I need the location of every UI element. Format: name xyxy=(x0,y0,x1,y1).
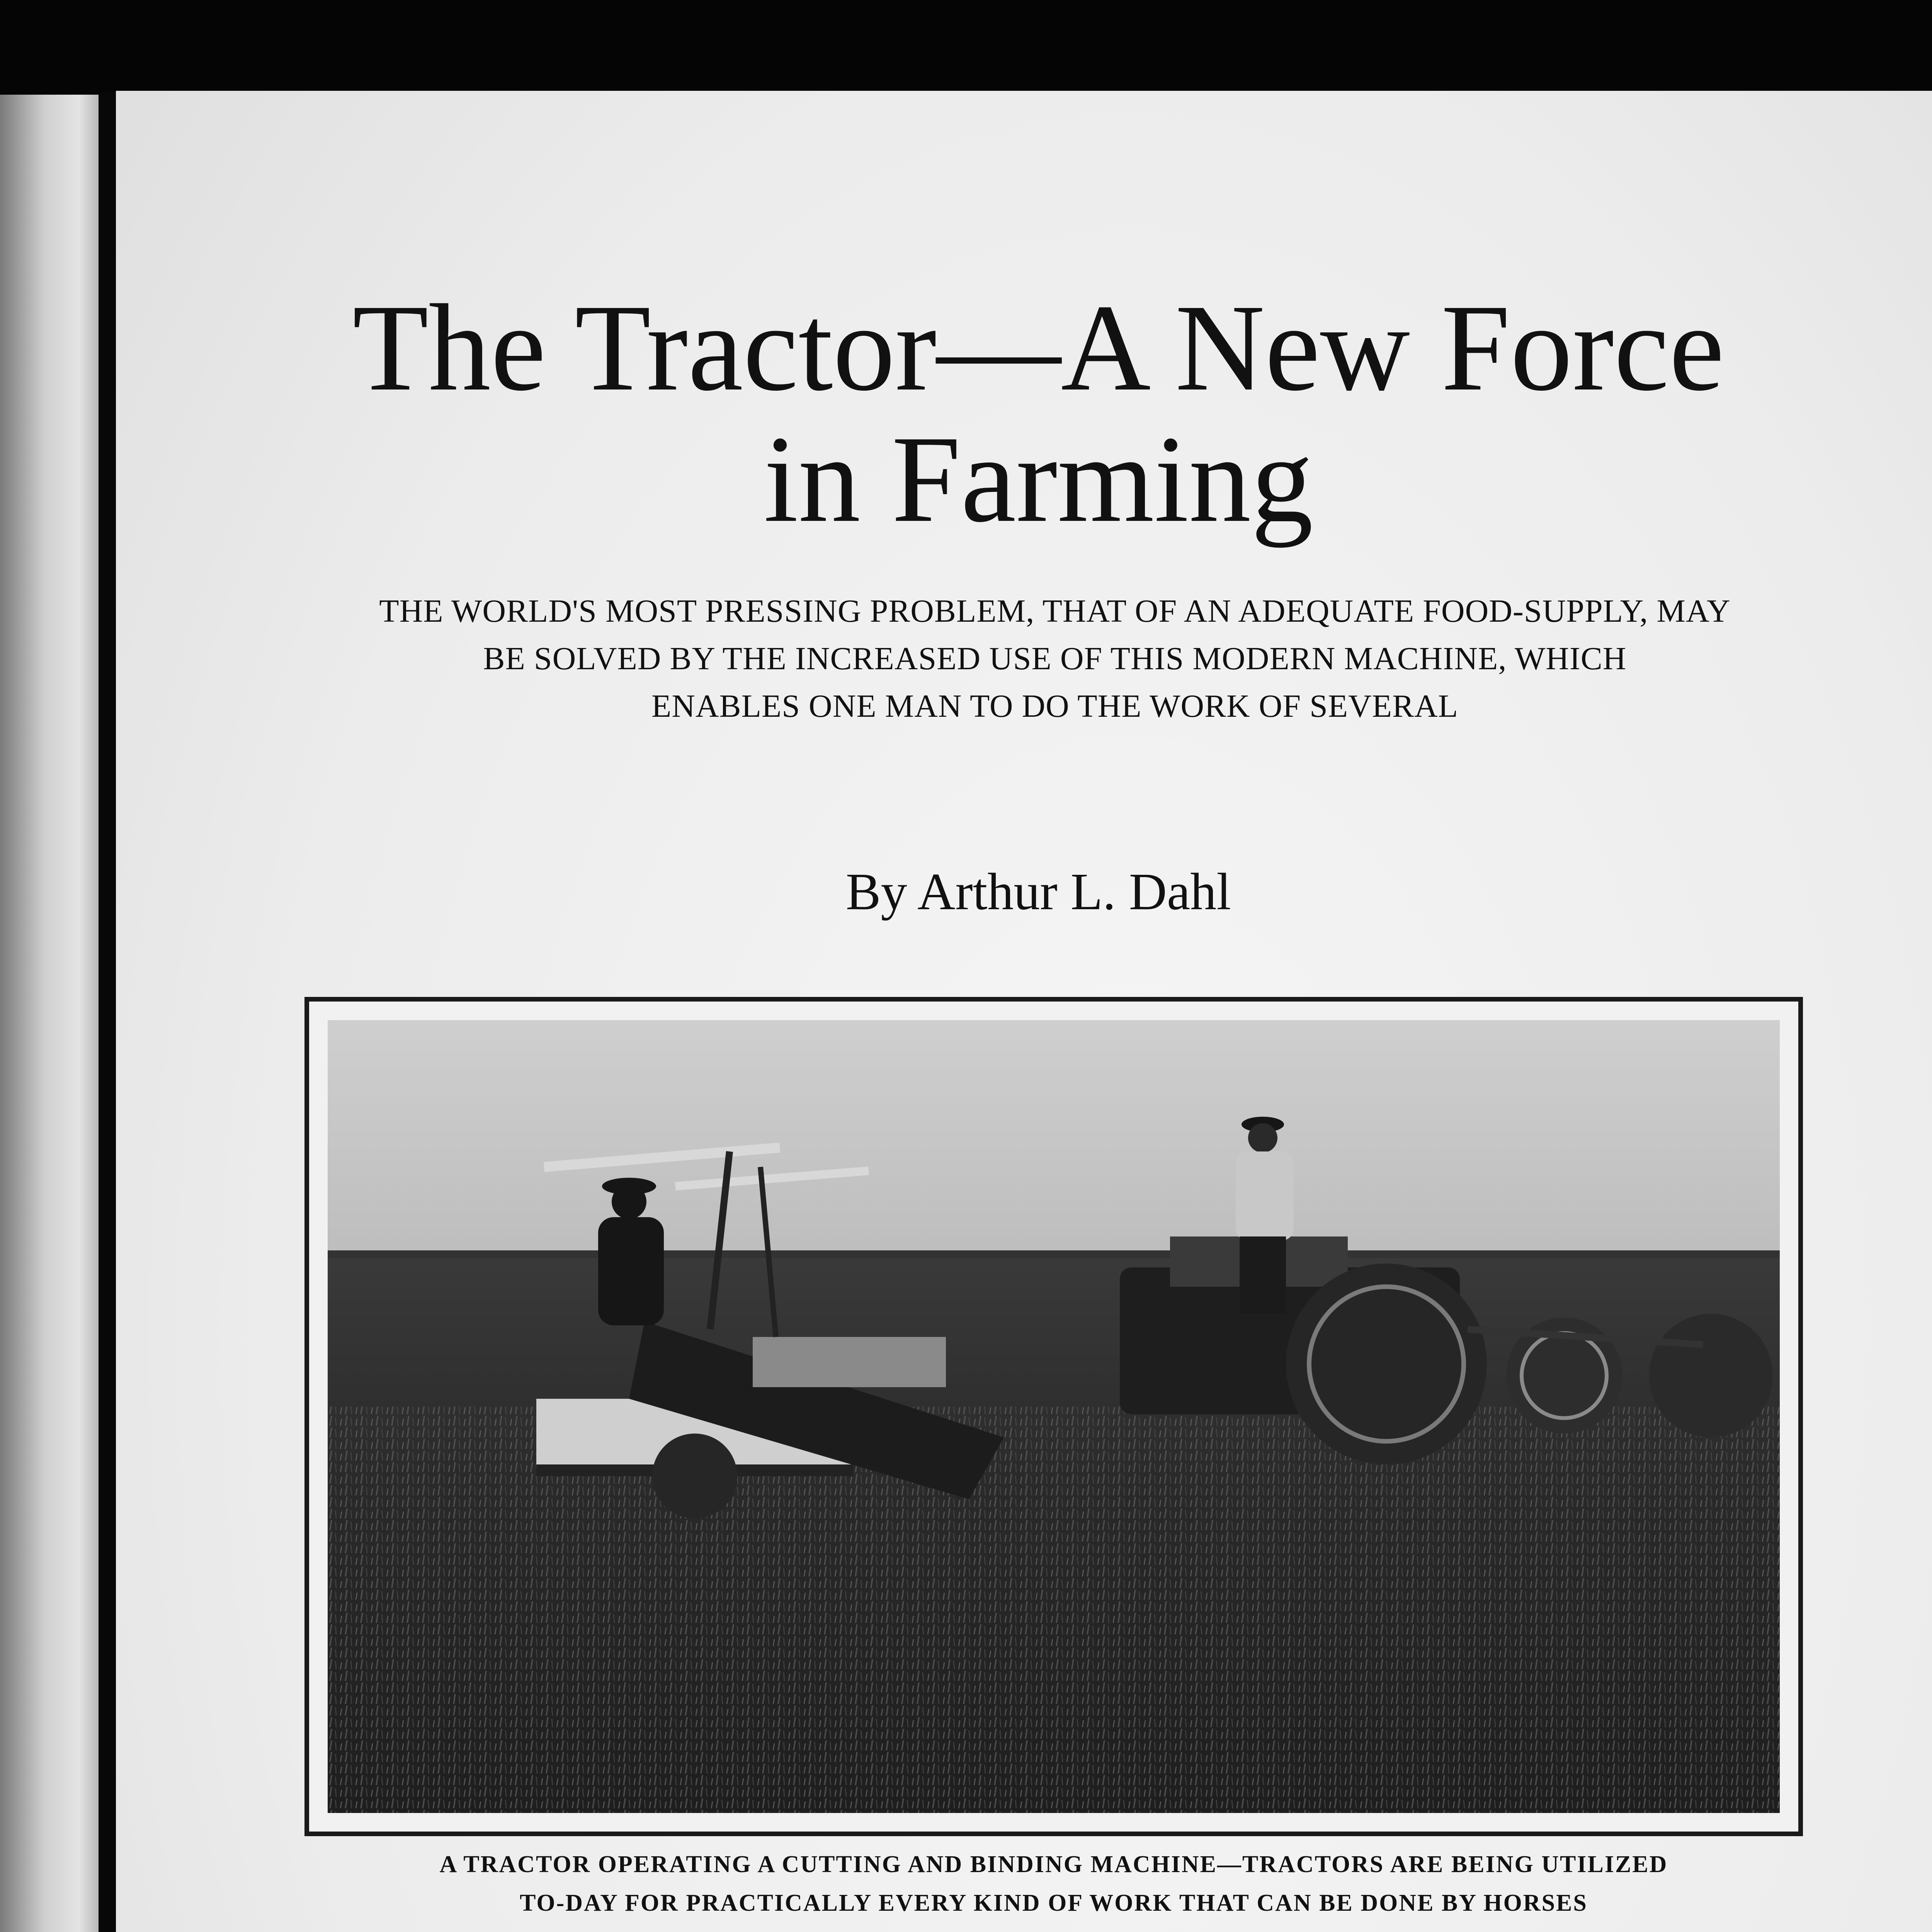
photo-caption xyxy=(304,1845,1803,1922)
title-line-1: The Tractor—A New Force xyxy=(352,279,1725,417)
page-gutter xyxy=(99,93,118,1932)
caption-line: TO-DAY FOR PRACTICALLY EVERY KIND OF WORK THAT CAN BE DONE BY HORSES xyxy=(520,1890,1588,1916)
title-line-2: in Farming xyxy=(764,410,1313,548)
subtitle-line: BE SOLVED BY THE INCREASED USE OF THIS MODERN MACHINE, WHICH xyxy=(483,641,1627,677)
caption-line: A TRACTOR OPERATING A CUTTING AND BINDING MACHINE—TRACTORS ARE BEING UTILIZED xyxy=(439,1851,1668,1878)
tractor-photo xyxy=(328,1020,1780,1813)
previous-page-edge xyxy=(0,95,99,1932)
subtitle-line: ENABLES ONE MAN TO DO THE WORK OF SEVERAL xyxy=(651,688,1459,724)
magazine-page xyxy=(116,91,1932,1932)
byline: By Arthur L. Dahl xyxy=(845,863,1231,921)
article-title xyxy=(116,279,1932,548)
article-subtitle xyxy=(290,587,1820,730)
photo-frame xyxy=(304,997,1803,1836)
subtitle-line: THE WORLD'S MOST PRESSING PROBLEM, THAT OF AN ADEQUATE FOOD-SUPPLY, MAY xyxy=(379,593,1731,629)
